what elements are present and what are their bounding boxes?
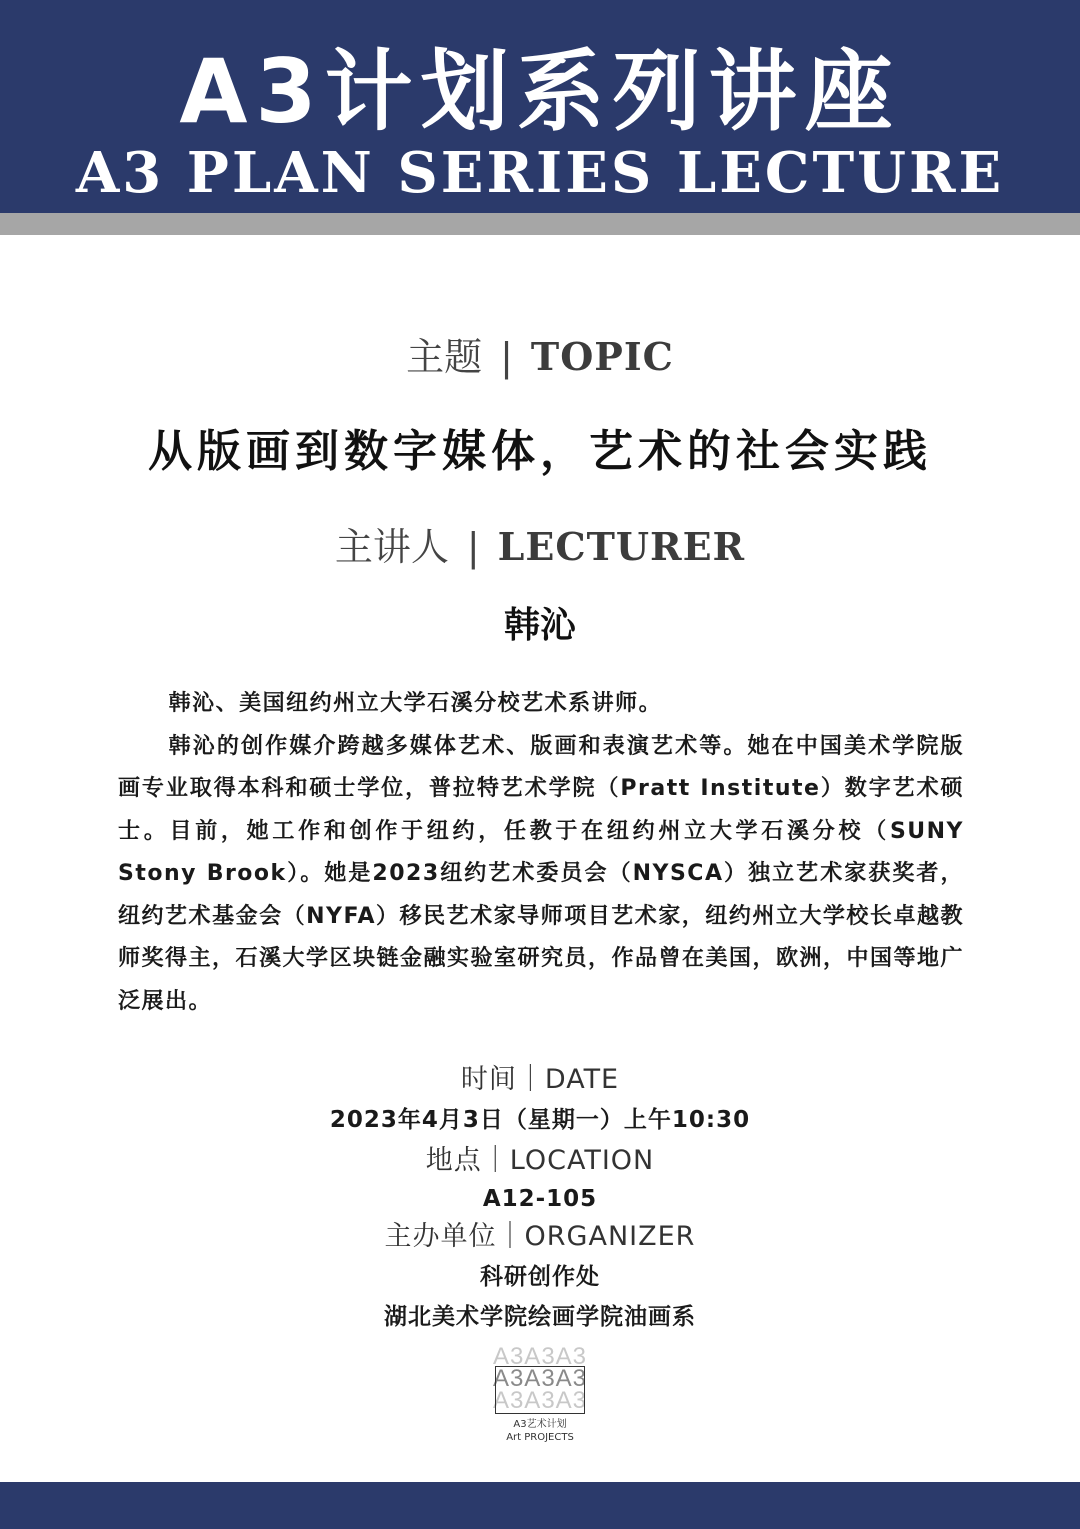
lecturer-bio xyxy=(118,683,964,1023)
lecturer-label-en: LECTURER xyxy=(497,524,746,569)
location-label: 地点｜LOCATION xyxy=(425,1145,655,1176)
lecturer-separator: | xyxy=(466,525,480,569)
logo-row: A3A3A3 xyxy=(492,1365,588,1392)
logo-mark xyxy=(480,1343,600,1414)
logo-frame xyxy=(495,1366,585,1414)
organizer-line-2: 湖北美术学院绘画学院油画系 xyxy=(384,1304,696,1330)
logo-row: A3A3A3 xyxy=(492,1387,588,1414)
bio-paragraph-1: 韩沁、美国纽约州立大学石溪分校艺术系讲师。 xyxy=(168,691,663,716)
header-banner xyxy=(0,0,1080,213)
title-chinese: A3计划系列讲座 xyxy=(179,40,901,143)
logo-caption xyxy=(480,1418,600,1444)
lecturer-name: 韩沁 xyxy=(503,605,576,646)
title-english: A3 PLAN SERIES LECTURE xyxy=(75,140,1005,206)
organizer-label: 主办单位｜ORGANIZER xyxy=(384,1221,696,1252)
header-stripe xyxy=(0,213,1080,235)
bio-paragraph-2: 韩沁的创作媒介跨越多媒体艺术、版画和表演艺术等。她在中国美术学院版画专业取得本科和硕士学位，普拉特艺术学院（Pratt Institute）数字艺术硕士。目前，她工作和创作于纽约，任教于在纽约州立大学石溪分校（SUNY Stony Brook）。她是2023纽约艺术委员会（NYSCA）独立艺术家获奖者，纽约艺术基金会（NYFA）移民艺术家导师项目艺术家，纽约州立大学校长卓越教师奖得主，石溪大学区块链金融实验室研究员，作品曾在美国，欧洲，中国等地广泛展出。 xyxy=(118,733,965,1014)
logo-row: A3A3A3 xyxy=(492,1343,588,1370)
logo-caption-en: Art PROJECTS xyxy=(506,1432,574,1443)
logo-caption-cn: A3艺术计划 xyxy=(513,1419,567,1430)
a3-logo xyxy=(480,1343,600,1446)
topic-label-en: TOPIC xyxy=(530,334,674,379)
footer-bar xyxy=(0,1482,1080,1529)
lecturer-label-cn: 主讲人 xyxy=(334,525,449,569)
location-value: A12-105 xyxy=(482,1186,598,1212)
date-value: 2023年4月3日（星期一）上午10:30 xyxy=(329,1107,751,1133)
topic-heading xyxy=(0,332,1080,382)
organizer-line-1: 科研创作处 xyxy=(480,1264,600,1290)
topic-title: 从版画到数字媒体，艺术的社会实践 xyxy=(148,426,932,477)
lecturer-heading xyxy=(0,522,1080,572)
date-label: 时间｜DATE xyxy=(460,1064,620,1095)
topic-label-cn: 主题 xyxy=(406,335,483,379)
topic-separator: | xyxy=(500,335,513,379)
